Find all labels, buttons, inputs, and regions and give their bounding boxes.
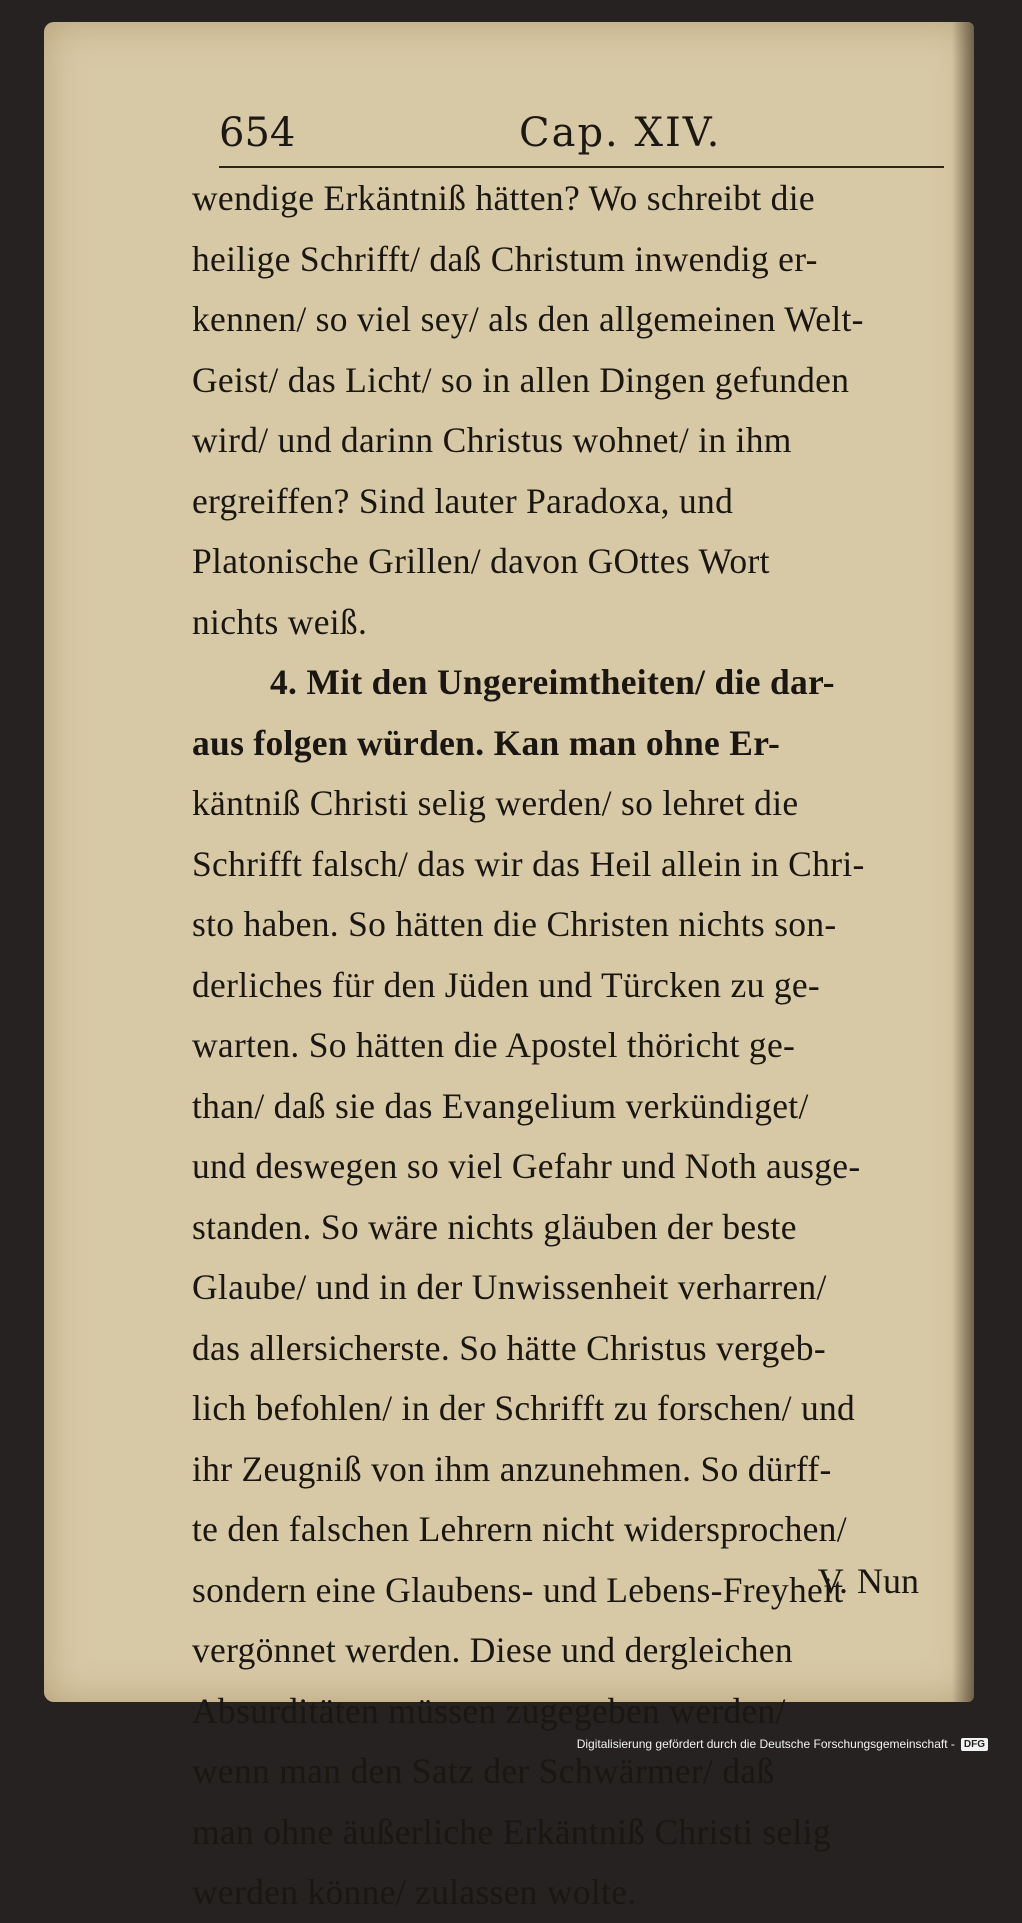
text-line: ihr Zeugniß von ihm anzunehmen. So dürff- xyxy=(192,1448,832,1489)
text-line: derliches für den Jüden und Türcken zu ge- xyxy=(192,964,821,1005)
text-line: sondern eine Glaubens- und Lebens-Freyheit xyxy=(192,1569,844,1610)
section-heading-line: aus folgen würden. Kan man ohne Er- xyxy=(192,722,781,763)
text-line: wenn man den Satz der Schwärmer/ daß xyxy=(192,1751,775,1791)
text-line: Absurditäten müssen zugegeben werden/ xyxy=(192,1690,786,1731)
page-number: 654 xyxy=(219,110,296,156)
text-line: vergönnet werden. Diese und dergleichen xyxy=(192,1630,793,1670)
text-line: ergreiffen? Sind lauter Paradoxa, und xyxy=(192,480,734,521)
text-line: Geist/ das Licht/ so in allen Dingen gefunden xyxy=(192,359,850,400)
text-line: und deswegen so viel Gefahr und Noth ausge- xyxy=(192,1146,861,1186)
text-line: Platonische Grillen/ davon GOttes Wort xyxy=(192,541,770,581)
text-line: sto haben. So hätten die Christen nichts son- xyxy=(192,904,837,944)
text-line: Schrifft falsch/ das wir das Heil allein in Chri- xyxy=(192,843,865,884)
digitization-footer xyxy=(577,1737,988,1751)
text-line: kennen/ so viel sey/ als den allgemeinen Welt- xyxy=(192,299,864,339)
text-line: wird/ und darinn Christus wohnet/ in ihm xyxy=(192,420,792,460)
body-text xyxy=(192,168,1022,1923)
footer-text: Digitalisierung gefördert durch die Deutsche Forschungsgemeinschaft - xyxy=(576,1737,955,1751)
catchword: V. Nun xyxy=(817,1561,919,1601)
running-head xyxy=(219,110,944,168)
text-line: warten. So hätten die Apostel thöricht ge- xyxy=(192,1025,796,1065)
text-line: nichts weiß. xyxy=(192,601,368,642)
section-heading-line: 4. Mit den Ungereimtheiten/ die dar- xyxy=(270,662,835,702)
text-line: man ohne äußerliche Erkäntniß Christi selig xyxy=(192,1811,831,1852)
chapter-heading: Cap. XIV. xyxy=(519,110,722,156)
text-line: lich befohlen/ in der Schrifft zu forschen/ und xyxy=(192,1388,856,1428)
dfg-logo: DFG xyxy=(961,1738,988,1751)
text-line: käntniß Christi selig werden/ so lehret die xyxy=(192,783,799,823)
text-line: werden könne/ zulassen wolte. xyxy=(192,1872,637,1912)
text-line: than/ daß sie das Evangelium verkündiget/ xyxy=(192,1085,809,1126)
text-line: heilige Schrifft/ daß Christum inwendig er- xyxy=(192,238,818,279)
text-line: standen. So wäre nichts gläuben der beste xyxy=(192,1206,797,1247)
text-line: te den falschen Lehrern nicht widersprochen/ xyxy=(192,1509,847,1549)
text-line: das allersicherste. So hätte Christus vergeb- xyxy=(192,1327,826,1368)
text-line: Glaube/ und in der Unwissenheit verharren/ xyxy=(192,1267,827,1307)
text-line: wendige Erkäntniß hätten? Wo schreibt die xyxy=(192,178,815,218)
